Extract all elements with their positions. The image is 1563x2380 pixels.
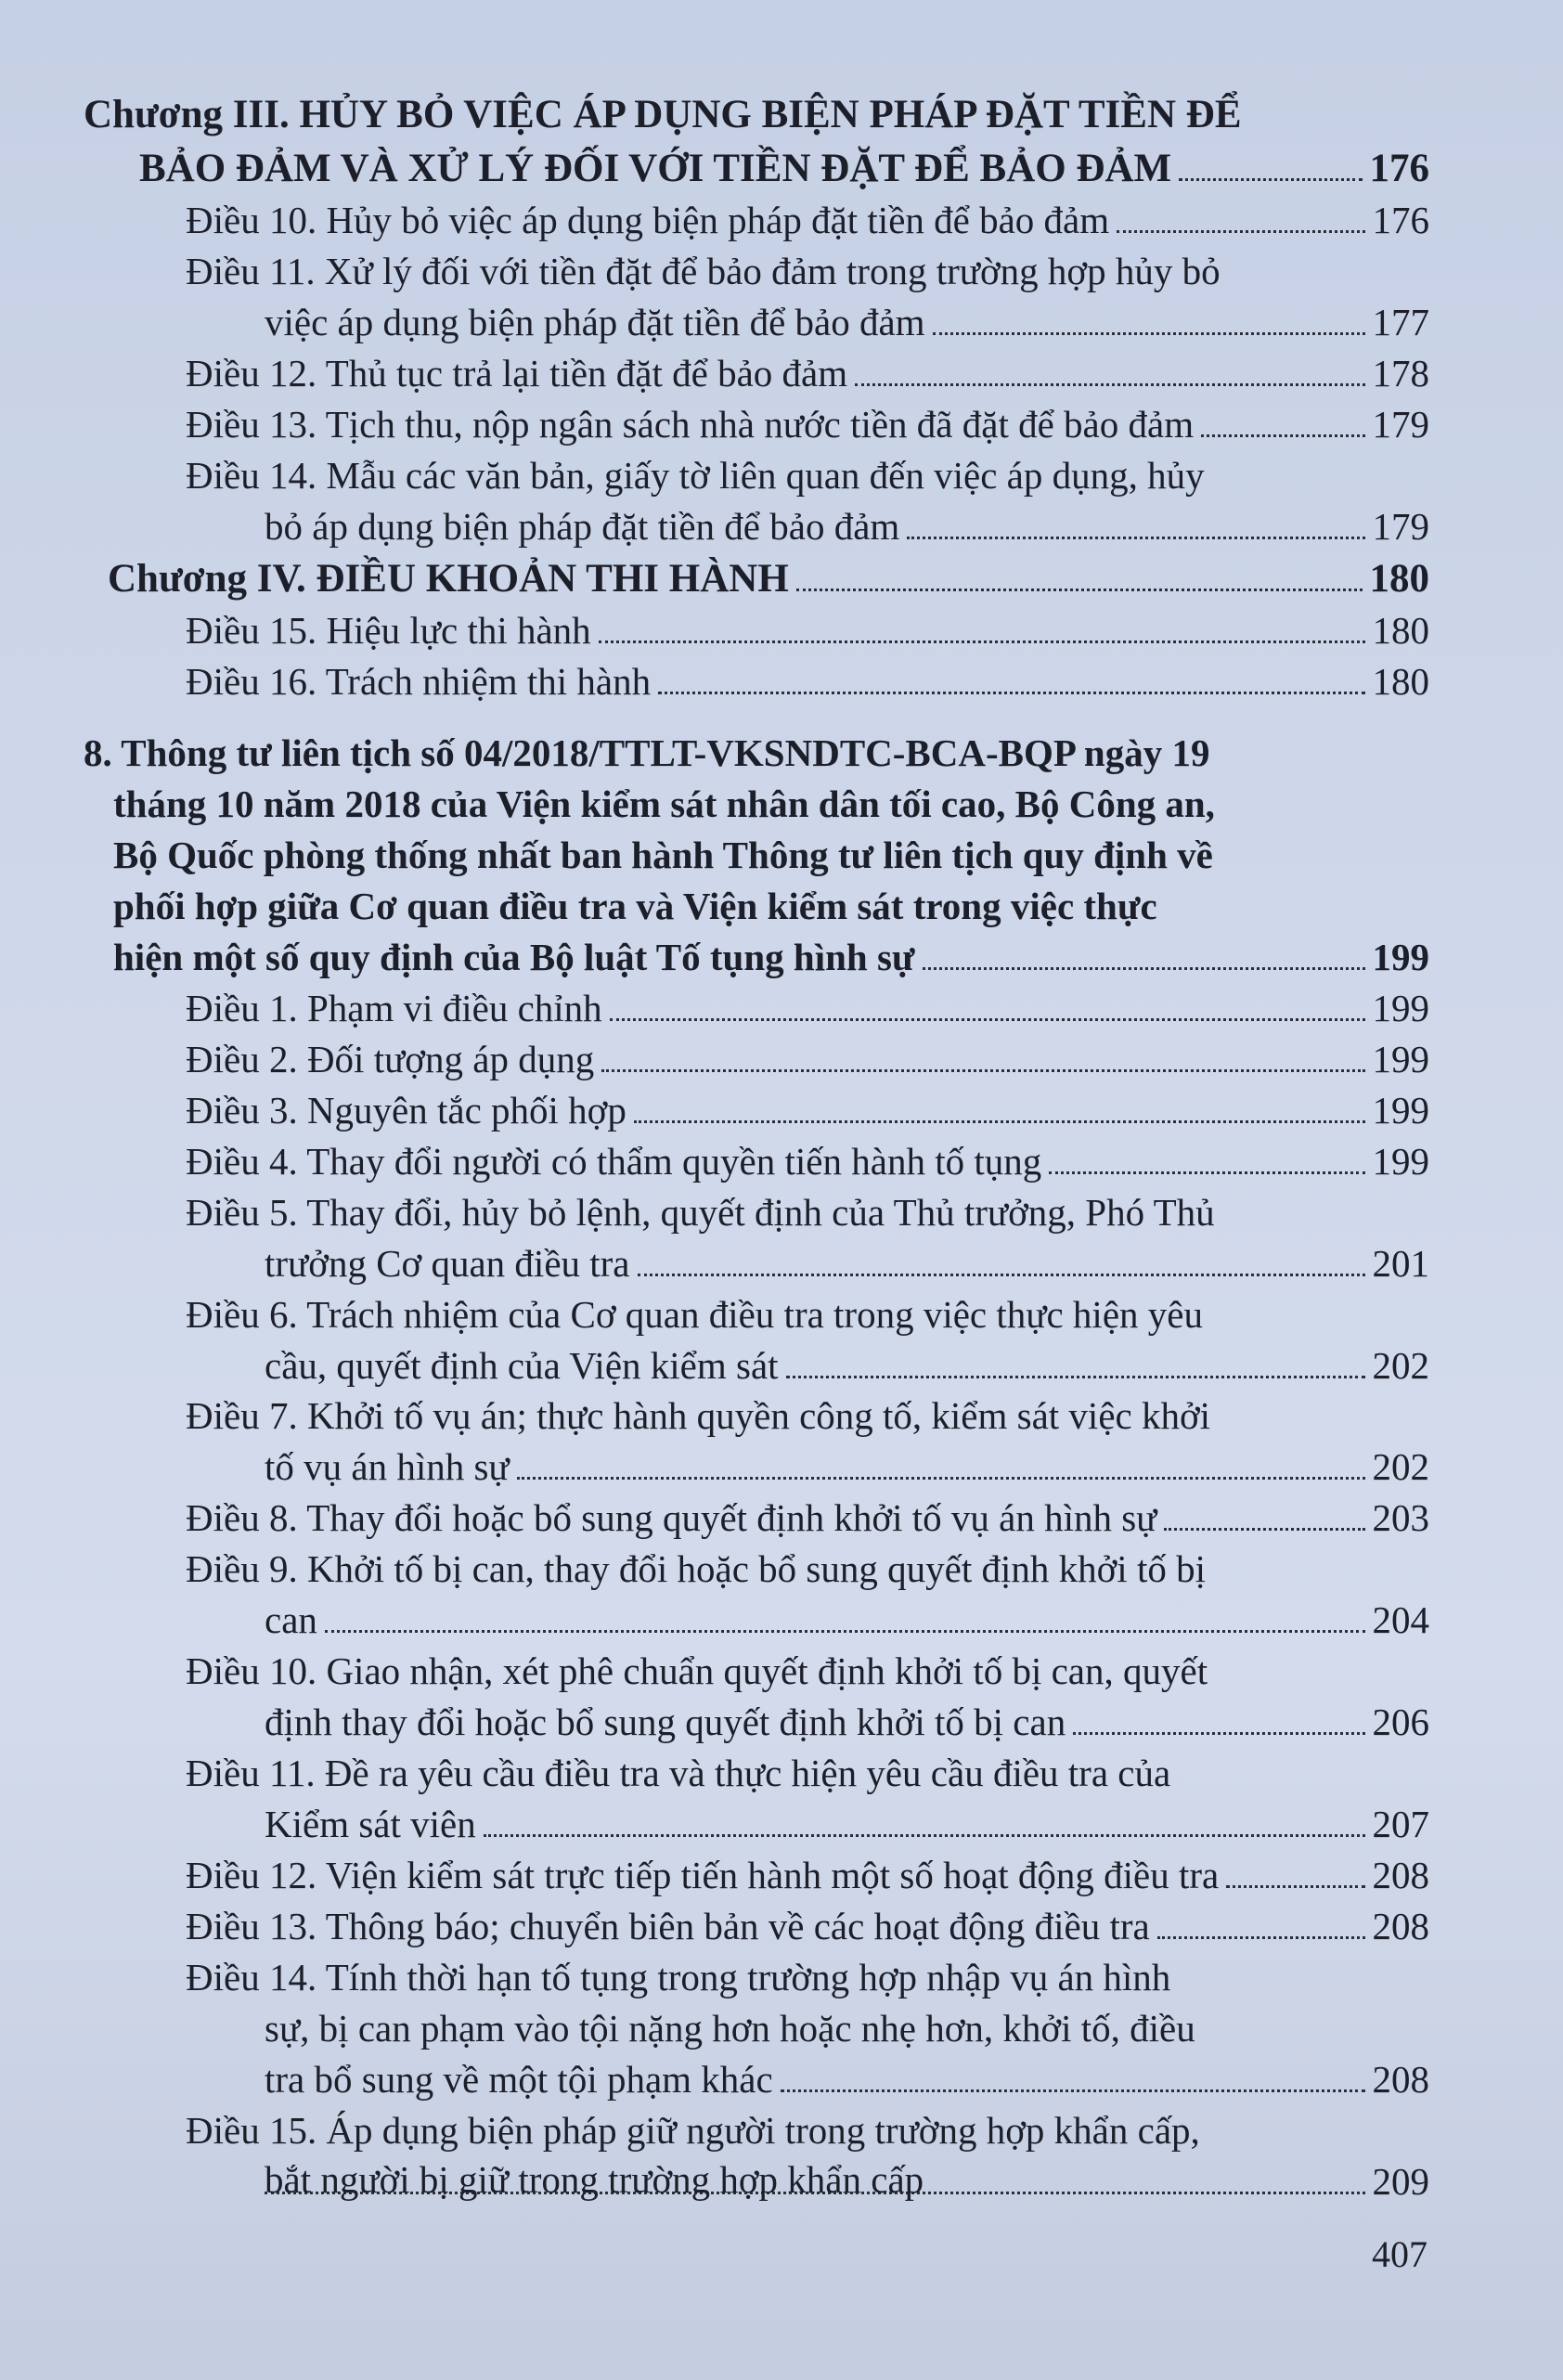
toc-entry: Điều 6. Trách nhiệm của Cơ quan điều tra trong việc thực hiện yêu	[186, 1292, 1203, 1336]
toc-entry: Điều 8. Thay đổi hoặc bổ sung quyết định khởi tố vụ án hình sự 203	[84, 1493, 1429, 1544]
toc-entry: Điều 11. Đề ra yêu cầu điều tra và thực hiện yêu cầu điều tra của	[186, 1752, 1171, 1795]
toc-entry-cont: việc áp dụng biện pháp đặt tiền để bảo đảm 177	[84, 297, 1429, 348]
toc-entry: Điều 14. Mẫu các văn bản, giấy tờ liên quan đến việc áp dụng, hủy	[186, 453, 1205, 497]
page-number: 180	[1372, 660, 1429, 704]
toc-entry-cont: Kiểm sát viên 207	[84, 1799, 1429, 1850]
toc-entry: Điều 9. Khởi tố bị can, thay đổi hoặc bổ sung quyết định khởi tố bị	[186, 1547, 1206, 1591]
page-number: 176	[1369, 146, 1429, 190]
toc-entry-cont: can 204	[84, 1595, 1429, 1646]
section-8-heading-cont: phối hợp giữa Cơ quan điều tra và Viện kiểm sát trong việc thực	[113, 885, 1157, 928]
toc-entry: Điều 14. Tính thời hạn tố tụng trong trường hợp nhập vụ án hình	[186, 1955, 1171, 1998]
toc-entry: Điều 15. Áp dụng biện pháp giữ người trong trường hợp khẩn cấp,	[186, 2108, 1200, 2152]
page-folio: 407	[1372, 2233, 1427, 2275]
dot-leader	[781, 2089, 1365, 2092]
toc-entry-cont: sự, bị can phạm vào tội nặng hơn hoặc nhẹ hơn, khởi tố, điều	[265, 2006, 1195, 2050]
page-number: 177	[1372, 301, 1429, 344]
toc-entry: Điều 2. Đối tượng áp dụng 199	[84, 1034, 1429, 1085]
toc-entry: Điều 10. Giao nhận, xét phê chuẩn quyết định khởi tố bị can, quyết	[186, 1649, 1208, 1693]
dot-leader	[923, 967, 1365, 970]
toc-entry-cont: tố vụ án hình sự 202	[84, 1442, 1429, 1493]
toc-entry: Điều 13. Thông báo; chuyển biên bản về các hoạt động điều tra 208	[84, 1901, 1429, 1952]
page-number: 199	[1372, 1139, 1429, 1183]
page-number: 208	[1372, 2057, 1429, 2101]
chapter-4-heading: Chương IV. ĐIỀU KHOẢN THI HÀNH 180	[84, 552, 1429, 606]
dot-leader	[517, 1477, 1365, 1480]
page-number: 199	[1372, 986, 1429, 1029]
dot-leader	[1164, 1528, 1364, 1531]
dot-leader	[1117, 230, 1364, 233]
dot-leader	[796, 589, 1363, 591]
page-number: 176	[1372, 199, 1429, 242]
table-of-contents	[84, 88, 1429, 2205]
dot-leader	[601, 1069, 1364, 1072]
page-number: 199	[1372, 1088, 1429, 1132]
toc-entry: Điều 7. Khởi tố vụ án; thực hành quyền công tố, kiểm sát việc khởi	[186, 1394, 1211, 1438]
toc-entry-cont: cầu, quyết định của Viện kiểm sát 202	[84, 1340, 1429, 1391]
chapter-3-title-line1: Chương III. HỦY BỎ VIỆC ÁP DỤNG BIỆN PHÁP ĐẶT TIỀN ĐỂ	[84, 93, 1242, 136]
dot-leader	[1157, 1936, 1365, 1939]
dot-leader	[1226, 1885, 1364, 1888]
toc-entry: Điều 13. Tịch thu, nộp ngân sách nhà nước tiền đã đặt để bảo đảm 179	[84, 399, 1429, 450]
dot-leader	[638, 1274, 1365, 1276]
page-number: 178	[1372, 352, 1429, 395]
chapter-3-heading	[84, 88, 1429, 142]
dot-leader	[1179, 178, 1362, 181]
toc-entry-cont: trưởng Cơ quan điều tra 201	[84, 1238, 1429, 1289]
dot-leader	[610, 1018, 1365, 1021]
page-number: 202	[1372, 1445, 1429, 1489]
dot-leader	[933, 332, 1365, 335]
toc-entry: Điều 12. Viện kiểm sát trực tiếp tiến hành một số hoạt động điều tra 208	[84, 1850, 1429, 1901]
toc-entry-cont: bắt người bị giữ trong trường hợp khẩn cấp	[265, 2158, 924, 2202]
dot-leader	[599, 640, 1365, 643]
page-number: 208	[1372, 1904, 1429, 1947]
dot-leader	[634, 1120, 1365, 1123]
toc-entry-cont: bỏ áp dụng biện pháp đặt tiền để bảo đảm 179	[84, 501, 1429, 552]
dot-leader	[1201, 434, 1364, 437]
toc-entry: Điều 12. Thủ tục trả lại tiền đặt để bảo đảm 178	[84, 348, 1429, 399]
page-number: 206	[1372, 1701, 1429, 1744]
section-8-heading-cont: hiện một số quy định của Bộ luật Tố tụng hình sự 199	[84, 932, 1429, 983]
page-number: 179	[1372, 504, 1429, 548]
page-number: 179	[1372, 402, 1429, 446]
page-number: 202	[1372, 1343, 1429, 1387]
dot-leader	[1049, 1171, 1364, 1174]
dot-leader	[325, 1630, 1365, 1633]
page-number: 203	[1372, 1496, 1429, 1540]
toc-entry-cont: định thay đổi hoặc bổ sung quyết định khởi tố bị can 206	[84, 1697, 1429, 1748]
page-number: 204	[1372, 1598, 1429, 1642]
toc-entry: Điều 1. Phạm vi điều chỉnh 199	[84, 983, 1429, 1034]
section-8-heading: 8. Thông tư liên tịch số 04/2018/TTLT-VKSNDTC-BCA-BQP ngày 19	[84, 731, 1210, 775]
toc-entry-cont: tra bổ sung về một tội phạm khác 208	[84, 2054, 1429, 2105]
chapter-3-heading-cont	[84, 142, 1429, 196]
toc-entry: Điều 15. Hiệu lực thi hành 180	[84, 605, 1429, 656]
dot-leader	[855, 383, 1364, 386]
page-number: 208	[1372, 1853, 1429, 1896]
dot-leader	[658, 692, 1364, 694]
toc-entry: Điều 5. Thay đổi, hủy bỏ lệnh, quyết định của Thủ trưởng, Phó Thủ	[186, 1190, 1215, 1234]
toc-entry: Điều 16. Trách nhiệm thi hành 180	[84, 656, 1429, 707]
dot-leader	[1073, 1732, 1364, 1735]
page-number: 209	[1372, 2159, 1429, 2203]
page-number: 180	[1369, 556, 1429, 601]
page-number: 180	[1372, 609, 1429, 653]
page-number: 199	[1372, 936, 1429, 979]
page-number: 199	[1372, 1037, 1429, 1080]
toc-entry: Điều 11. Xử lý đối với tiền đặt để bảo đảm trong trường hợp hủy bỏ	[186, 250, 1221, 293]
dot-leader	[484, 1834, 1365, 1837]
toc-entry: Điều 3. Nguyên tắc phối hợp 199	[84, 1085, 1429, 1136]
dot-leader	[786, 1376, 1365, 1378]
toc-entry: Điều 10. Hủy bỏ việc áp dụng biện pháp đặt tiền để bảo đảm 176	[84, 195, 1429, 246]
section-8-heading-cont: tháng 10 năm 2018 của Viện kiểm sát nhân dân tối cao, Bộ Công an,	[113, 783, 1215, 826]
page-number: 207	[1372, 1802, 1429, 1845]
dot-leader	[907, 537, 1364, 539]
page-number: 201	[1372, 1241, 1429, 1285]
toc-entry: Điều 4. Thay đổi người có thẩm quyền tiến hành tố tụng 199	[84, 1136, 1429, 1187]
chapter-3-title-line2: BẢO ĐẢM VÀ XỬ LÝ ĐỐI VỚI TIỀN ĐẶT ĐỂ BẢO ĐẢM	[139, 146, 1172, 190]
section-8-heading-cont: Bộ Quốc phòng thống nhất ban hành Thông tư liên tịch quy định về	[113, 834, 1213, 877]
